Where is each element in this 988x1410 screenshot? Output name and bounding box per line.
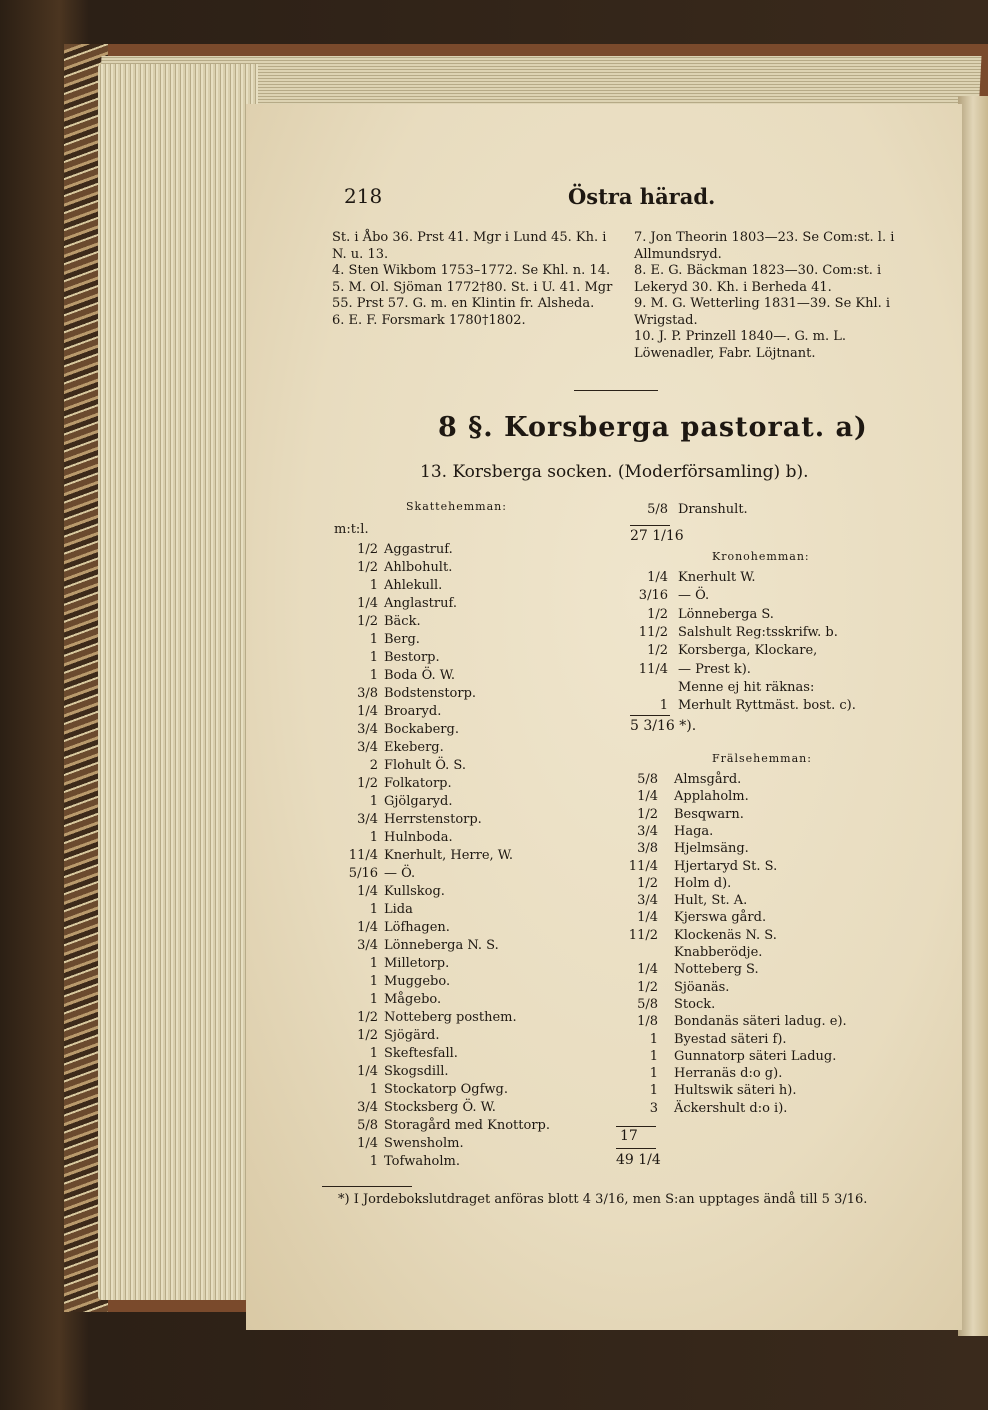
quantity: 1	[369, 956, 378, 971]
quantity: 1/2	[357, 614, 378, 629]
quantity: 1	[369, 902, 378, 917]
entry: 4. Sten Wikbom 1753–1772. Se Khl. n. 14.	[332, 263, 611, 278]
farm-name: Bestorp.	[384, 650, 440, 665]
footnote: *) I Jordebokslutdraget anföras blott 4 3/16, men S:an upptages ändå till 5 3/16.	[338, 1192, 868, 1207]
quantity: 11/2	[638, 624, 668, 640]
quantity: 1/2	[357, 542, 378, 557]
farm-name: Hultswik säteri h).	[674, 1083, 797, 1099]
farm-name: Gjölgaryd.	[384, 794, 453, 809]
quantity: 3/4	[357, 740, 378, 755]
farm-name: Haga.	[674, 823, 714, 839]
farm-name: Bockaberg.	[384, 722, 459, 737]
farm-name: Notteberg S.	[674, 962, 759, 978]
quantity: 5/8	[637, 772, 658, 787]
farm-name: — Prest k).	[678, 661, 751, 677]
quantity: 1/4	[357, 596, 378, 611]
quantity: 1/2	[637, 806, 658, 822]
page-number: 218	[344, 184, 383, 208]
quantity: 1	[369, 992, 378, 1007]
farm-name: Besqwarn.	[674, 806, 744, 822]
section-subtitle: 13. Korsberga socken. (Moderförsamling) b).	[420, 462, 809, 482]
quantity: 1	[369, 1046, 378, 1061]
farm-name: Folkatorp.	[384, 776, 452, 791]
quantity: 11/4	[638, 661, 668, 677]
farm-name: Skeftesfall.	[384, 1046, 458, 1061]
farm-name: Notteberg posthem.	[384, 1010, 517, 1025]
farm-name: Tofwaholm.	[384, 1154, 460, 1169]
quantity: 1	[369, 578, 378, 593]
farm-name: Bondanäs säteri ladug. e).	[674, 1014, 847, 1030]
farm-name: Skogsdill.	[384, 1064, 449, 1079]
quantity: 3/4	[637, 823, 658, 839]
quantity: 1/2	[357, 1028, 378, 1043]
farm-name: Knerhult W.	[678, 570, 756, 585]
quantity: 3/4	[357, 812, 378, 827]
quantity: 1	[369, 1154, 378, 1169]
book-page	[246, 104, 962, 1330]
quantity: 5/16	[348, 866, 378, 881]
farm-name: Sjögärd.	[384, 1028, 440, 1043]
quantity: 1/4	[637, 789, 658, 805]
farm-name: Boda Ö. W.	[384, 668, 455, 683]
entry: 9. M. G. Wetterling 1831—39. Se Khl. i Wrigstad.	[634, 296, 891, 328]
quantity: 1/4	[357, 1136, 378, 1151]
total-rule	[630, 525, 670, 526]
entry: 5. M. Ol. Sjöman 1772†80. St. i U. 41. Mgr 55. Prst 57. G. m. en Klintin fr. Alsheda.	[332, 279, 613, 311]
krono-total: 5 3/16 *).	[630, 718, 697, 734]
quantity: 1/2	[357, 1010, 378, 1025]
unit-label: m:t:l.	[334, 522, 369, 537]
top-total: 27 1/16	[630, 528, 684, 544]
farm-name: Hulnboda.	[384, 830, 453, 845]
quantity: 1	[649, 1066, 658, 1082]
entries-right	[634, 230, 914, 362]
farm-name: Hult, St. A.	[674, 893, 748, 909]
farm-name: Menne ej hit räknas:	[678, 679, 815, 695]
farm-name: Flohult Ö. S.	[384, 758, 466, 773]
entry: 7. Jon Theorin 1803—23. Se Com:st. l. i Allmundsryd.	[634, 230, 895, 262]
quantity: 1	[649, 1031, 658, 1047]
farm-name: Stock.	[674, 996, 716, 1012]
quantity: 1/4	[357, 704, 378, 719]
quantity: 1	[649, 1048, 658, 1064]
quantity: 3	[649, 1100, 658, 1116]
farm-name: Holm d).	[674, 875, 732, 891]
quantity: 1/4	[357, 884, 378, 899]
farm-name: Äckershult d:o i).	[674, 1100, 788, 1116]
fralse-heading: Frälsehemman:	[712, 752, 812, 765]
farm-name: Herranäs d:o g).	[674, 1066, 783, 1082]
quantity: 11/4	[348, 848, 378, 863]
farm-name: Aggastruf.	[384, 542, 453, 557]
quantity: 1/2	[647, 606, 668, 622]
farm-name: Mågebo.	[384, 992, 442, 1007]
farm-name: Broaryd.	[384, 704, 442, 719]
quantity: 1/2	[637, 875, 658, 891]
quantity: 1/2	[357, 776, 378, 791]
footnote-rule	[322, 1186, 412, 1187]
farm-name: Lida	[384, 902, 413, 917]
farm-name: Knabberödje.	[674, 945, 763, 960]
skattehemman-heading: Skattehemman:	[406, 500, 507, 513]
farm-name: Almsgård.	[674, 772, 742, 787]
farm-name: Hjertaryd St. S.	[674, 858, 778, 874]
quantity: 1/8	[637, 1014, 658, 1030]
quantity: 3/4	[637, 893, 658, 909]
farm-name: Bäck.	[384, 614, 421, 629]
farm-name: Applaholm.	[674, 789, 749, 805]
farm-name: Stocksberg Ö. W.	[384, 1100, 496, 1115]
farm-name: Lönneberga N. S.	[384, 938, 499, 953]
entry: St. i Åbo 36. Prst 41. Mgr i Lund 45. Kh. i N. u. 13.	[332, 230, 607, 262]
krono-heading: Kronohemman:	[712, 550, 810, 563]
farm-name: Dranshult.	[678, 502, 748, 517]
total-rule	[616, 1126, 656, 1127]
farm-name: Berg.	[384, 632, 420, 647]
quantity: 1	[369, 1082, 378, 1097]
next-page-edge	[958, 96, 988, 1336]
farm-name: Gunnatorp säteri Ladug.	[674, 1048, 837, 1064]
entry: 6. E. F. Forsmark 1780†1802.	[332, 312, 526, 328]
farm-name: Ahlbohult.	[384, 560, 453, 575]
entry: 10. J. P. Prinzell 1840—. G. m. L. Löwenadler, Fabr. Löjtnant.	[634, 329, 847, 361]
quantity: 1	[369, 830, 378, 845]
quantity: 3/8	[637, 841, 658, 857]
farm-name: Knerhult, Herre, W.	[384, 848, 514, 863]
farm-name: Byestad säteri f).	[674, 1031, 787, 1047]
quantity: 2	[369, 758, 378, 773]
farm-name: Ekeberg.	[384, 740, 444, 755]
total-rule	[616, 1148, 656, 1149]
quantity: 1/4	[637, 910, 658, 926]
quantity: 1/4	[357, 1064, 378, 1079]
quantity: 1/4	[637, 962, 658, 978]
quantity: 1/2	[637, 979, 658, 995]
total-rule	[630, 715, 670, 716]
divider	[574, 390, 658, 391]
farm-name: Swensholm.	[384, 1136, 464, 1151]
farm-name: Hjelmsäng.	[674, 841, 749, 857]
quantity: 1/2	[357, 560, 378, 575]
quantity: 1/2	[647, 643, 668, 659]
page-edges-side	[98, 64, 258, 1300]
farm-name: Löfhagen.	[384, 920, 450, 935]
quantity: 1	[369, 974, 378, 989]
quantity: 1	[649, 1083, 658, 1099]
farm-name: Kjerswa gård.	[674, 910, 767, 926]
quantity: 11/4	[628, 858, 658, 874]
quantity: 1	[659, 698, 668, 714]
quantity: 1/4	[357, 920, 378, 935]
quantity: 3/4	[357, 1100, 378, 1115]
quantity: 3/16	[638, 588, 668, 604]
quantity: 3/4	[357, 938, 378, 953]
quantity: 5/8	[637, 996, 658, 1012]
farm-name: Salshult Reg:tsskrifw. b.	[678, 624, 838, 640]
farm-name: Lönneberga S.	[678, 606, 774, 622]
quantity: 1	[369, 650, 378, 665]
farm-name: — Ö.	[678, 588, 710, 604]
quantity: 3/4	[357, 722, 378, 737]
farm-name: — Ö.	[384, 866, 416, 881]
entries-left	[332, 230, 622, 329]
farm-name: Storagård med Knottorp.	[384, 1118, 550, 1133]
quantity: 1/4	[647, 570, 668, 585]
quantity: 11/2	[628, 927, 658, 943]
farm-name: Muggebo.	[384, 974, 451, 989]
farm-name: Anglastruf.	[384, 596, 457, 611]
quantity: 3/8	[357, 686, 378, 701]
quantity: 5/8	[357, 1118, 378, 1133]
farm-name: Merhult Ryttmäst. bost. c).	[678, 698, 856, 714]
farm-name: Bodstenstorp.	[384, 686, 477, 701]
fralse-total: 17	[620, 1128, 638, 1144]
farm-name: Kullskog.	[384, 884, 445, 899]
quantity: 1	[369, 668, 378, 683]
farm-name: Klockenäs N. S.	[674, 927, 777, 943]
farm-name: Stockatorp Ogfwg.	[384, 1082, 508, 1097]
farm-name: Milletorp.	[384, 956, 450, 971]
running-title: Östra härad.	[568, 184, 716, 209]
quantity: 1	[369, 794, 378, 809]
quantity: 1	[369, 632, 378, 647]
farm-name: Sjöanäs.	[674, 979, 730, 995]
farm-name: Korsberga, Klockare,	[678, 643, 818, 659]
farm-name: Herrstenstorp.	[384, 812, 482, 827]
grand-total: 49 1/4	[616, 1152, 661, 1168]
quantity: 5/8	[647, 502, 668, 517]
farm-name: Ahlekull.	[384, 578, 443, 593]
entry: 8. E. G. Bäckman 1823—30. Com:st. i Lekeryd 30. Kh. i Berheda 41.	[634, 263, 882, 295]
section-title: 8 §. Korsberga pastorat. a)	[438, 412, 868, 443]
